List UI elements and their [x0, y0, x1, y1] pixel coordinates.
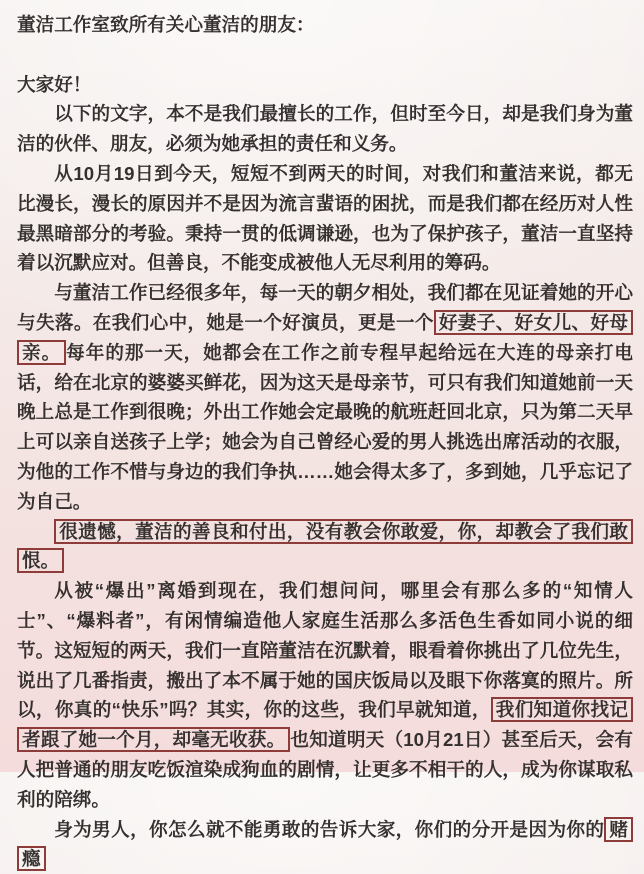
greeting-line: 大家好！	[17, 73, 92, 95]
text-segment: 与董洁工作已经很多年，每一天的朝夕相处，我们都在见证着她的开心与失落。在我们心中，她是一个好演员，更是一个	[17, 282, 633, 333]
document-body	[17, 99, 633, 874]
text-segment: 每年的那一天，她都会在工作之前专程早起给远在大连的母亲打电话，给在北京的婆婆买鲜花，因为这天是母亲节，可只有我们知道她前一天晚上总是工作到很晚；外出工作她会定最晚的航班赶回北京，只为第二天早上可以亲自送孩子上学；她会为自己曾经心爱的男人挑选出席活动的衣服，为他的工作不惜与身边的我们争执……她会得太多了，多到她，几乎忘记了为自己。	[17, 341, 633, 512]
highlight-box: 我们知道你找记者跟了她一个月，却毫无收获。	[17, 697, 633, 752]
text-segment: 也知道明天（10月21日）甚至后天，会有人把普通的朋友吃饭渲染成狗血的剧情，让更多不相干的人，成为你谋取私利的陪绑。	[17, 729, 633, 810]
text-segment: 从被“爆出”离婚到现在，我们想问问，哪里会有那么多的“知情人士”、“爆料者”，有闲情编造他人家庭生活那么多活色生香如同小说的细节。这短短的两天，我们一直陪董洁在沉默着，眼看着你挑出了几位先生，说出了几番指责，搬出了本不属于她的国庆饭局以及眼下你落寞的照片。所以，你真的“快乐”吗？其实，你的这些，我们早就知道，	[17, 580, 633, 721]
paragraph	[17, 815, 633, 874]
text-segment: 身为男人，你怎么就不能勇敢的告诉大家，你们的分开是因为你的	[54, 818, 605, 840]
text-segment: 以下的文字，本不是我们最擅长的工作，但时至今日，却是我们身为董洁的伙伴、朋友，必须为她承担的责任和义务。	[17, 103, 633, 155]
paragraph	[17, 159, 633, 278]
paragraph	[17, 99, 633, 159]
document-title: 董洁工作室致所有关心董洁的朋友：	[17, 14, 315, 35]
highlight-box: 赌瘾	[17, 817, 633, 872]
highlight-box: 很遗憾，董洁的善良和付出，没有教会你敢爱，你，却教会了我们敢恨。	[17, 519, 633, 574]
paragraph	[17, 517, 633, 577]
text-segment: 从10月19日到今天，短短不到两天的时间，对我们和董洁来说，都无比漫长，漫长的原因并不是因为流言蜚语的困扰，而是我们都在经历对人性最黑暗部分的考验。秉持一贯的低调谦逊，也为了保护孩子，董洁一直坚持着以沉默应对。但善良，不能变成被他人无尽利用的筹码。	[17, 162, 633, 274]
paragraph	[17, 576, 633, 814]
highlight-box: 好妻子、好女儿、好母亲。	[17, 310, 633, 365]
paragraph	[17, 278, 633, 516]
